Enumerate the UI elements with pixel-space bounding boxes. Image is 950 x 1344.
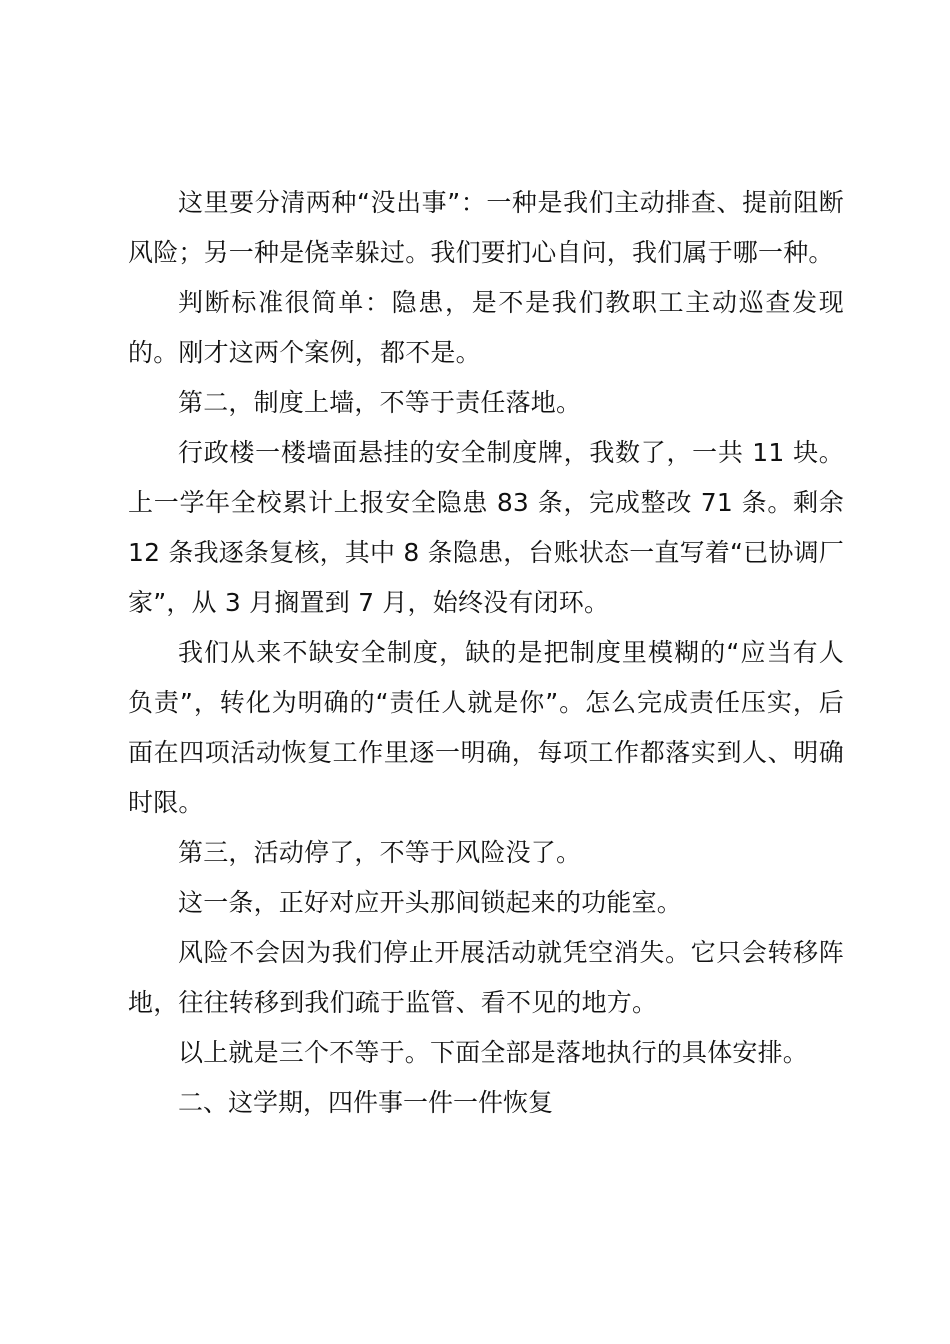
paragraph-locked-room: 这一条，正好对应开头那间锁起来的功能室。 — [178, 888, 683, 917]
paragraph-risk-shift: 风险不会因为我们停止开展活动就凭空消失。它只会转移阵地，往往转移到我们疏于监管、看不见的地方。 — [128, 938, 844, 1017]
paragraph-responsibility: 我们从来不缺安全制度，缺的是把制度里模糊的“应当有人负责”，转化为明确的“责任人就是你”。怎么完成责任压实，后面在四项活动恢复工作里逐一明确，每项工作都落实到人、明确时限。 — [128, 638, 844, 817]
paragraph-point-two: 第二，制度上墙，不等于责任落地。 — [178, 388, 582, 417]
paragraph-hazard-statistics: 行政楼一楼墙面悬挂的安全制度牌，我数了，一共 11 块。上一学年全校累计上报安全隐患 83 条，完成整改 71 条。剩余 12 条我逐条复核，其中 8 条隐患，台账状态一直写着“已协调厂家”，从 3 月搁置到 7 月，始终没有闭环。 — [128, 438, 844, 617]
paragraph-judgement-standard: 判断标准很简单：隐患，是不是我们教职工主动巡查发现的。刚才这两个案例，都不是。 — [128, 288, 844, 367]
paragraph-summary: 以上就是三个不等于。下面全部是落地执行的具体安排。 — [178, 1038, 809, 1067]
paragraph-two-kinds: 这里要分清两种“没出事”：一种是我们主动排查、提前阻断风险；另一种是侥幸躲过。我们要扪心自问，我们属于哪一种。 — [128, 188, 844, 267]
document-page — [128, 178, 844, 1128]
paragraph-point-three: 第三，活动停了，不等于风险没了。 — [178, 838, 582, 867]
section-heading: 二、这学期，四件事一件一件恢复 — [178, 1088, 554, 1117]
